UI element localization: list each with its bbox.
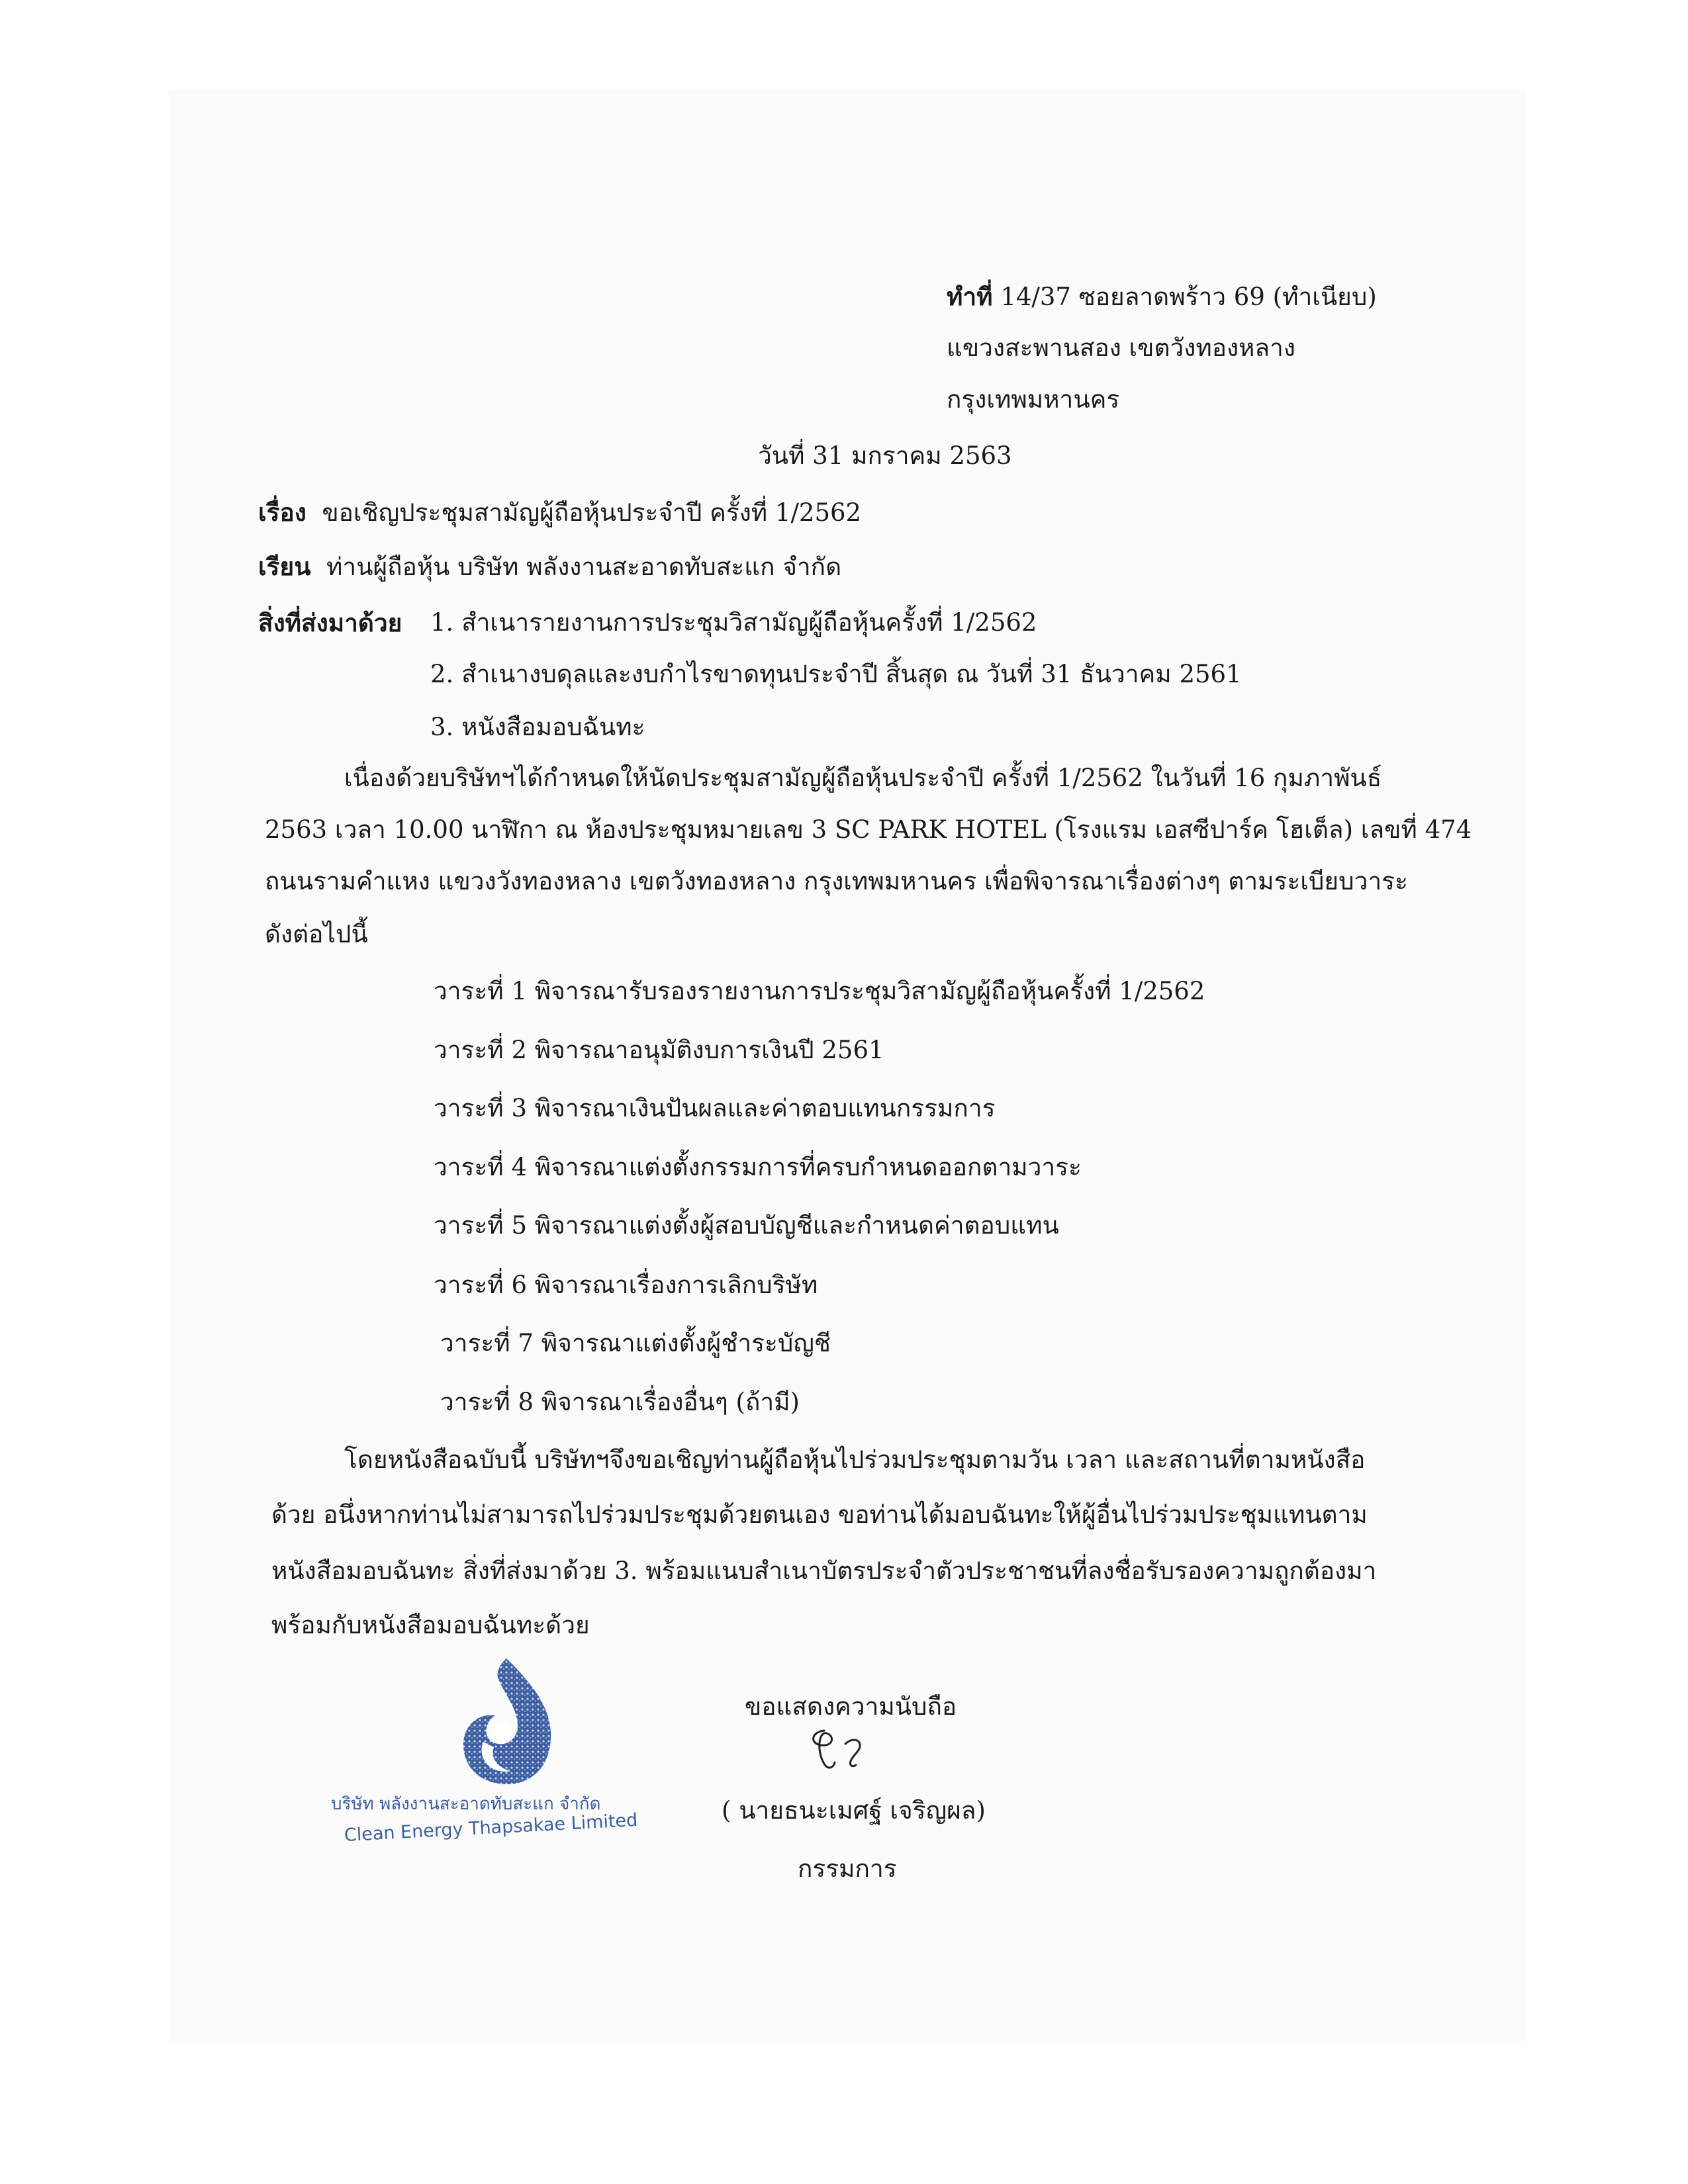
- paragraph-line: พร้อมกับหนังสือมอบฉันทะด้วย: [271, 1611, 590, 1639]
- subject-text: ขอเชิญประชุมสามัญผู้ถือหุ้นประจำปี ครั้งที่ 1/2562: [322, 498, 862, 527]
- paragraph-line: 2563 เวลา 10.00 นาฬิกา ณ ห้องประชุมหมายเลข 3 SC PARK HOTEL (โรงแรม เอสซีปาร์ค โฮเต็ล) เลขที่ 474: [265, 815, 1472, 844]
- company-logo-icon: [457, 1655, 556, 1787]
- subject-label: เรื่อง: [258, 498, 306, 527]
- enclosure-item: 3. หนังสือมอบฉันทะ: [430, 713, 645, 741]
- signatory-name: ( นายธนะเมศฐ์ เจริญผล): [722, 1796, 986, 1825]
- subject-line: [258, 496, 861, 529]
- company-name-thai: บริษัท พลังงานสะอาดทับสะแก จำกัด: [331, 1794, 601, 1814]
- agenda-item: วาระที่ 7 พิจารณาแต่งตั้งผู้ชำระบัญชี: [440, 1329, 831, 1357]
- letter-date: วันที่ 31 มกราคม 2563: [758, 441, 1012, 470]
- signature-icon: [804, 1724, 884, 1774]
- agenda-item: วาระที่ 5 พิจารณาแต่งตั้งผู้สอบบัญชีและกำหนดค่าตอบแทน: [434, 1211, 1059, 1240]
- recipient-label: เรียน: [258, 552, 311, 581]
- address-line-2: แขวงสะพานสอง เขตวังทองหลาง: [947, 334, 1295, 362]
- agenda-item: วาระที่ 4 พิจารณาแต่งตั้งกรรมการที่ครบกำหนดออกตามวาระ: [434, 1153, 1082, 1181]
- enclosure-item: 2. สำเนางบดุลและงบกำไรขาดทุนประจำปี สิ้นสุด ณ วันที่ 31 ธันวาคม 2561: [430, 660, 1242, 688]
- paragraph-line: หนังสือมอบฉันทะ สิ่งที่ส่งมาด้วย 3. พร้อมแนบสำเนาบัตรประจำตัวประชาชนที่ลงชื่อรับรองความถูกต้องมา: [271, 1557, 1377, 1585]
- paragraph-line: ถนนรามคำแหง แขวงวังทองหลาง เขตวังทองหลาง กรุงเทพมหานคร เพื่อพิจารณาเรื่องต่างๆ ตามระเบียบวาระ: [265, 867, 1408, 895]
- agenda-item: วาระที่ 2 พิจารณาอนุมัติงบการเงินปี 2561: [434, 1036, 884, 1064]
- recipient-text: ท่านผู้ถือหุ้น บริษัท พลังงานสะอาดทับสะแก จำกัด: [326, 553, 842, 581]
- address-line-3: กรุงเทพมหานคร: [947, 385, 1120, 414]
- paragraph-line: เนื่องด้วยบริษัทฯได้กำหนดให้นัดประชุมสามัญผู้ถือหุ้นประจำปี ครั้งที่ 1/2562 ในวันที่ 16 กุมภาพันธ์: [344, 764, 1382, 792]
- company-name-english: Clean Energy Thapsakae Limited: [344, 1809, 639, 1846]
- enclosures-label: สิ่งที่ส่งมาด้วย: [258, 608, 402, 637]
- signatory-title: กรรมการ: [798, 1854, 897, 1883]
- agenda-item: วาระที่ 8 พิจารณาเรื่องอื่นๆ (ถ้ามี): [440, 1388, 800, 1416]
- agenda-item: วาระที่ 6 พิจารณาเรื่องการเลิกบริษัท: [434, 1271, 818, 1299]
- paragraph-line: ดังต่อไปนี้: [265, 920, 368, 948]
- agenda-item: วาระที่ 3 พิจารณาเงินปันผลและค่าตอบแทนกรรมการ: [434, 1094, 996, 1122]
- address-label: ทำที่: [947, 282, 993, 311]
- recipient-line: [258, 551, 841, 583]
- paragraph-line: ด้วย อนึ่งหากท่านไม่สามารถไปร่วมประชุมด้วยตนเอง ขอท่านได้มอบฉันทะให้ผู้อื่นไปร่วมประชุมแทนตาม: [271, 1500, 1368, 1529]
- agenda-item: วาระที่ 1 พิจารณารับรองรายงานการประชุมวิสามัญผู้ถือหุ้นครั้งที่ 1/2562: [434, 977, 1205, 1005]
- enclosure-item: 1. สำเนารายงานการประชุมวิสามัญผู้ถือหุ้นครั้งที่ 1/2562: [430, 608, 1037, 637]
- address-line-1: ทำที่ 14/37 ซอยลาดพร้าว 69 (ทำเนียบ): [947, 282, 1377, 311]
- paragraph-line: โดยหนังสือฉบับนี้ บริษัทฯจึงขอเชิญท่านผู้ถือหุ้นไปร่วมประชุมตามวัน เวลา และสถานที่ตามหนังสือ: [344, 1445, 1366, 1474]
- closing-phrase: ขอแสดงความนับถือ: [745, 1692, 957, 1721]
